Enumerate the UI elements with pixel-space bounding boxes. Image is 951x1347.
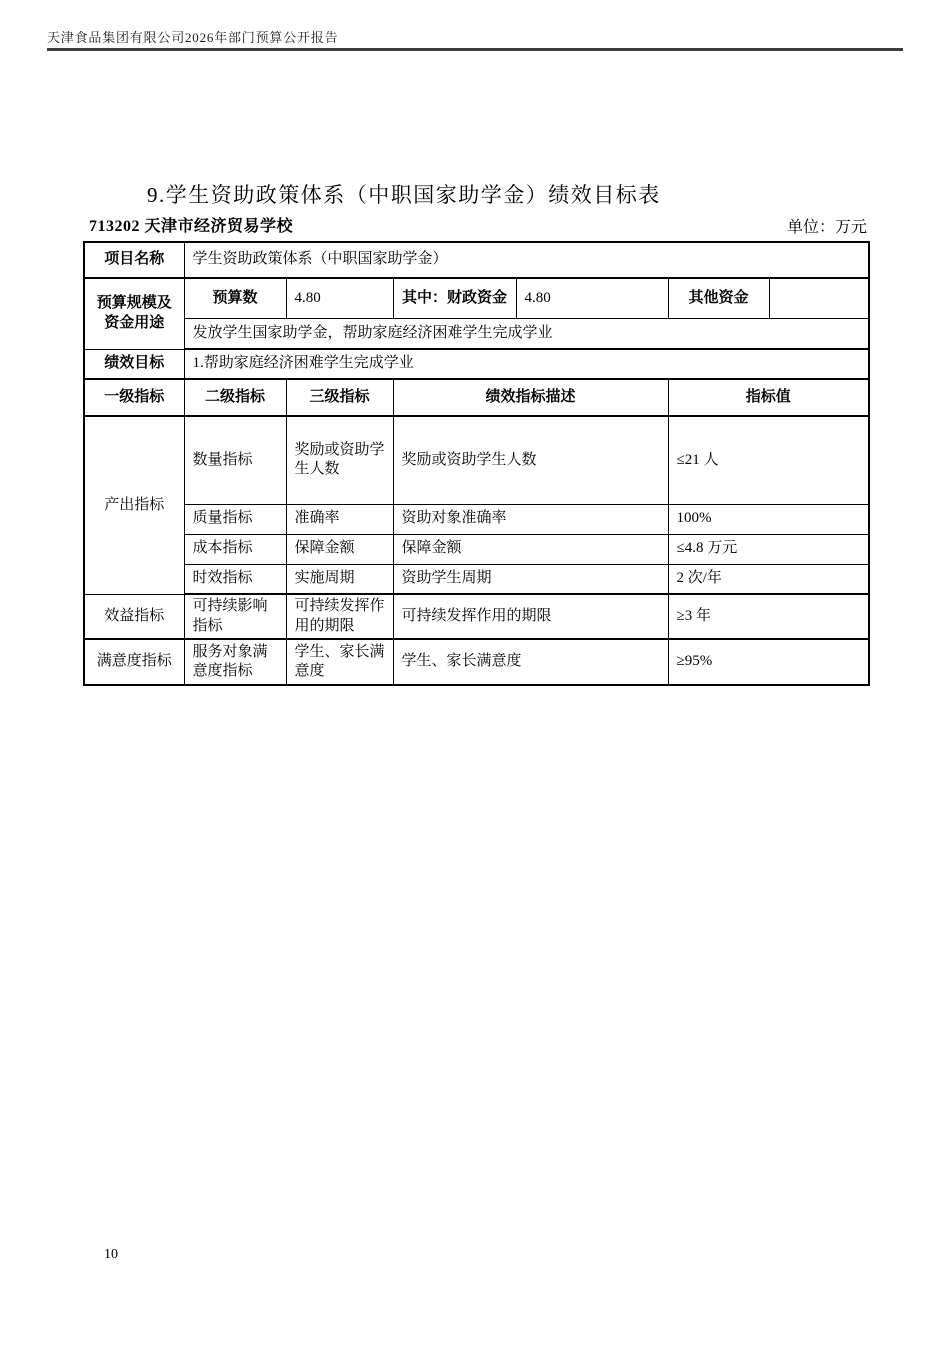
indicator-row-benefit [84,594,869,639]
budget-number-value: 4.80 [286,278,393,318]
indicator-row-timeliness [84,564,869,594]
desc-satisfaction: 学生、家长满意度 [393,639,668,685]
header-level2: 二级指标 [184,379,286,416]
other-funds-label: 其他资金 [668,278,769,318]
budget-number-label: 预算数 [184,278,286,318]
performance-goal-value: 1.帮助家庭经济困难学生完成学业 [184,349,869,379]
desc-quality: 资助对象准确率 [393,504,668,534]
budget-scope-label: 预算规模及资金用途 [84,278,184,349]
level2-timeliness: 时效指标 [184,564,286,594]
indicator-row-satisfaction [84,639,869,685]
other-funds-value [769,278,869,318]
project-name-row [84,242,869,278]
value-satisfaction: ≥95% [668,639,869,685]
project-name-label: 项目名称 [84,242,184,278]
value-cost: ≤4.8 万元 [668,534,869,564]
indicator-row-cost [84,534,869,564]
level3-quality: 准确率 [286,504,393,534]
level3-timeliness: 实施周期 [286,564,393,594]
value-timeliness: 2 次/年 [668,564,869,594]
desc-timeliness: 资助学生周期 [393,564,668,594]
budget-numbers-row [84,278,869,318]
page-number: 10 [104,1247,118,1262]
performance-goal-label: 绩效目标 [84,349,184,379]
page-title: 9.学生资助政策体系（中职国家助学金）绩效目标表 [147,183,661,207]
level2-benefit: 可持续影响指标 [184,594,286,639]
level1-output: 产出指标 [84,416,184,594]
header-value: 指标值 [668,379,869,416]
header-desc: 绩效指标描述 [393,379,668,416]
header-level1: 一级指标 [84,379,184,416]
usage-text: 发放学生国家助学金，帮助家庭经济困难学生完成学业 [184,318,869,349]
desc-quantity: 奖励或资助学生人数 [393,416,668,504]
level2-cost: 成本指标 [184,534,286,564]
level1-benefit: 效益指标 [84,594,184,639]
usage-row [84,318,869,349]
level2-quality: 质量指标 [184,504,286,534]
desc-cost: 保障金额 [393,534,668,564]
unit-label: 单位：万元 [786,219,867,236]
desc-benefit: 可持续发挥作用的期限 [393,594,668,639]
project-name-value: 学生资助政策体系（中职国家助学金） [184,242,869,278]
level1-satisfaction: 满意度指标 [84,639,184,685]
value-benefit: ≥3 年 [668,594,869,639]
performance-goal-row [84,349,869,379]
fiscal-funds-label: 其中：财政资金 [393,278,516,318]
performance-target-table [83,241,870,686]
document-header: 天津食品集团有限公司2026年部门预算公开报告 [47,30,339,45]
header-level3: 三级指标 [286,379,393,416]
indicator-row-quantity [84,416,869,504]
level3-cost: 保障金额 [286,534,393,564]
value-quantity: ≤21 人 [668,416,869,504]
level2-satisfaction: 服务对象满意度指标 [184,639,286,685]
school-code-name: 713202 天津市经济贸易学校 [89,218,294,235]
value-quality: 100% [668,504,869,534]
indicator-header-row [84,379,869,416]
level3-benefit: 可持续发挥作用的期限 [286,594,393,639]
level3-quantity: 奖励或资助学生人数 [286,416,393,504]
indicator-row-quality [84,504,869,534]
level3-satisfaction: 学生、家长满意度 [286,639,393,685]
header-rule [47,48,903,51]
level2-quantity: 数量指标 [184,416,286,504]
fiscal-funds-value: 4.80 [516,278,668,318]
